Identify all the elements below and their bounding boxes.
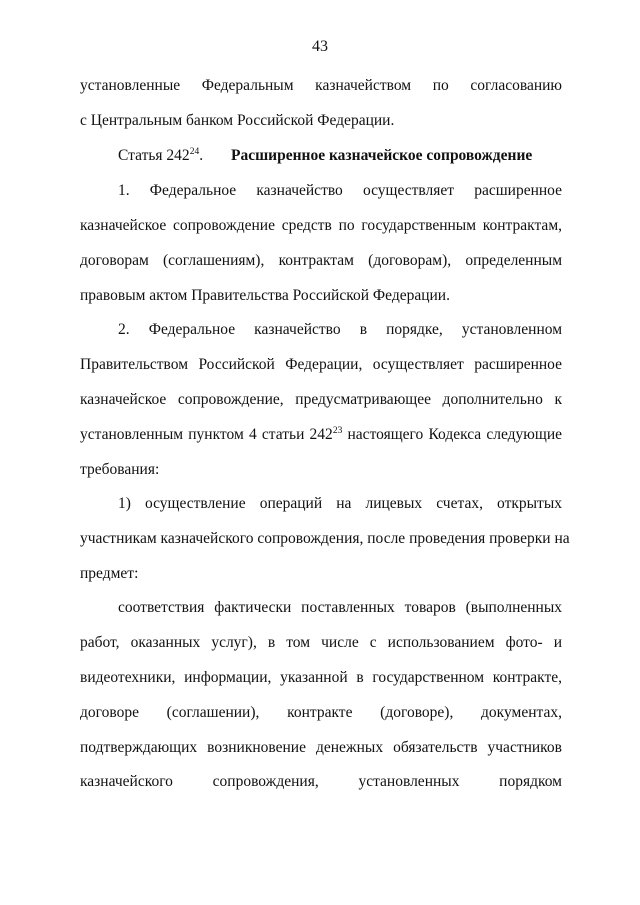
- text-line: требования:: [80, 461, 160, 478]
- text-line: видеотехники, информации, указанной в государственном контракте,: [80, 669, 562, 686]
- text-line: установленным пунктом 4 статьи $242^{23}$ настоящего Кодекса следующие: [80, 426, 562, 443]
- text-line: работ, оказанных услуг), в том числе с использованием фото- и: [80, 634, 562, 651]
- text-line: 1) осуществление операций на лицевых счетах, открытых: [118, 495, 562, 512]
- text-line: Правительством Российской Федерации, осуществляет расширенное: [80, 356, 562, 373]
- text-line: казначейского сопровождения, установленных порядком: [80, 773, 562, 790]
- text-line: казначейское сопровождение, предусматривающее дополнительно к: [80, 391, 562, 408]
- text-line: 2. Федеральное казначейство в порядке, установленном: [118, 321, 562, 338]
- text-line: с Центральным банком Российской Федерации.: [80, 112, 395, 129]
- text-line: участникам казначейского сопровождения, после проведения проверки на: [80, 530, 570, 547]
- text-line: правовым актом Правительства Российской Федерации.: [80, 287, 450, 304]
- text-line: договорам (соглашениям), контрактам (договорам), определенным: [80, 252, 562, 269]
- text-line: 1. Федеральное казначейство осуществляет расширенное: [118, 182, 562, 199]
- article-number: Статья $242^{24}$.: [118, 147, 204, 164]
- page-number: 43: [312, 38, 328, 55]
- text-line: подтверждающих возникновение денежных обязательств участников: [80, 739, 562, 756]
- text-line: установленные Федеральным казначейством по согласованию: [80, 77, 562, 94]
- text-line: предмет:: [80, 565, 139, 582]
- text-line: казначейское сопровождение средств по государственным контрактам,: [80, 217, 562, 234]
- article-title: Расширенное казначейское сопровождение: [231, 147, 533, 164]
- text-line: соответствия фактически поставленных товаров (выполненных: [118, 599, 562, 616]
- text-line: договоре (соглашении), контракте (договоре), документах,: [80, 704, 562, 721]
